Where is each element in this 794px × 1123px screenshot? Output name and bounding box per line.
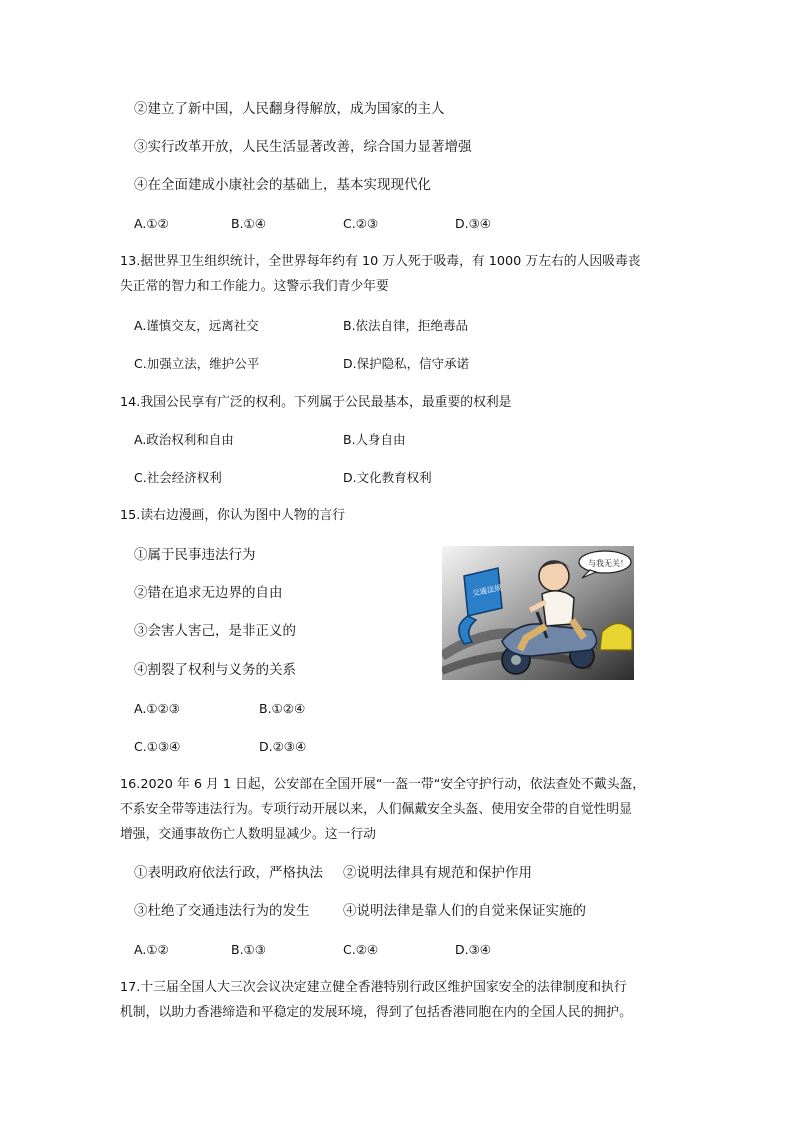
q16-stem-line-1: 16.2020 年 6 月 1 日起，公安部在全国开展“一盔一带“安全守护行动，依法查处不戴头盔，: [120, 777, 646, 792]
q13-option-b: B.依法自律，拒绝毒品: [343, 318, 469, 333]
q16-item-2: ②说明法律具有规范和保护作用: [343, 865, 532, 881]
q13-stem-line-2: 失正常的智力和工作能力。这警示我们青少年要: [120, 279, 389, 294]
q17-stem-line-1: 17.十三届全国人大三次会议决定建立健全香港特别行政区维护国家安全的法律制度和执行: [120, 980, 627, 995]
q15-item-3: ③会害人害己，是非正义的: [134, 623, 296, 639]
q12-item-2: ②建立了新中国，人民翻身得解放，成为国家的主人: [134, 101, 445, 117]
speech-bubble-text: 与我无关！: [588, 559, 628, 568]
q15-item-1: ①属于民事违法行为: [134, 547, 256, 563]
q16-item-4: ④说明法律是靠人们的自觉来保证实施的: [343, 903, 586, 919]
traffic-sign-text: 交通法规: [471, 582, 503, 598]
q15-item-4: ④割裂了权利与义务的关系: [134, 662, 296, 678]
q12-option-c: C.②③: [343, 216, 379, 231]
q12-option-d: D.③④: [455, 216, 492, 231]
q12-item-3: ③实行改革开放，人民生活显著改善，综合国力显著增强: [134, 139, 472, 155]
q16-option-d: D.③④: [455, 942, 492, 957]
q14-option-c: C.社会经济权利: [134, 470, 222, 485]
q15-option-a: A.①②③: [134, 701, 180, 716]
q13-stem-line-1: 13.据世界卫生组织统计，全世界每年约有 10 万人死于吸毒，有 1000 万左右的人因吸毒丧: [120, 254, 641, 269]
q16-item-1: ①表明政府依法行政，严格执法: [134, 865, 323, 881]
q14-option-a: A.政治权利和自由: [134, 432, 234, 447]
q13-option-a: A.谨慎交友，远离社交: [134, 318, 259, 333]
q15-item-2: ②错在追求无边界的自由: [134, 585, 283, 601]
q15-option-c: C.①③④: [134, 739, 181, 754]
q12-item-4: ④在全面建成小康社会的基础上，基本实现现代化: [134, 177, 431, 193]
q15-option-b: B.①②④: [259, 701, 306, 716]
q15-cartoon: [442, 546, 634, 680]
q17-stem-line-2: 机制，以助力香港缔造和平稳定的发展环境，得到了包括香港同胞在内的全国人民的拥护。: [120, 1005, 632, 1020]
q16-option-a: A.①②: [134, 942, 169, 957]
q16-option-c: C.②④: [343, 942, 379, 957]
q15-stem: 15.读右边漫画，你认为图中人物的言行: [120, 508, 346, 523]
q13-option-c: C.加强立法，维护公平: [134, 356, 260, 371]
q12-option-b: B.①④: [231, 216, 266, 231]
q16-stem-line-3: 增强，交通事故伤亡人数明显减少。这一行动: [120, 827, 376, 842]
q14-option-b: B.人身自由: [343, 432, 406, 447]
q13-option-d: D.保护隐私，信守承诺: [343, 356, 470, 371]
q15-option-d: D.②③④: [259, 739, 307, 754]
q12-option-a: A.①②: [134, 216, 169, 231]
q16-stem-line-2: 不系安全带等违法行为。专项行动开展以来，人们佩戴安全头盔、使用安全带的自觉性明显: [120, 802, 632, 817]
q14-stem: 14.我国公民享有广泛的权利。下列属于公民最基本，最重要的权利是: [120, 395, 512, 410]
q16-item-3: ③杜绝了交通违法行为的发生: [134, 903, 310, 919]
q16-option-b: B.①③: [231, 942, 266, 957]
q14-option-d: D.文化教育权利: [343, 470, 432, 485]
